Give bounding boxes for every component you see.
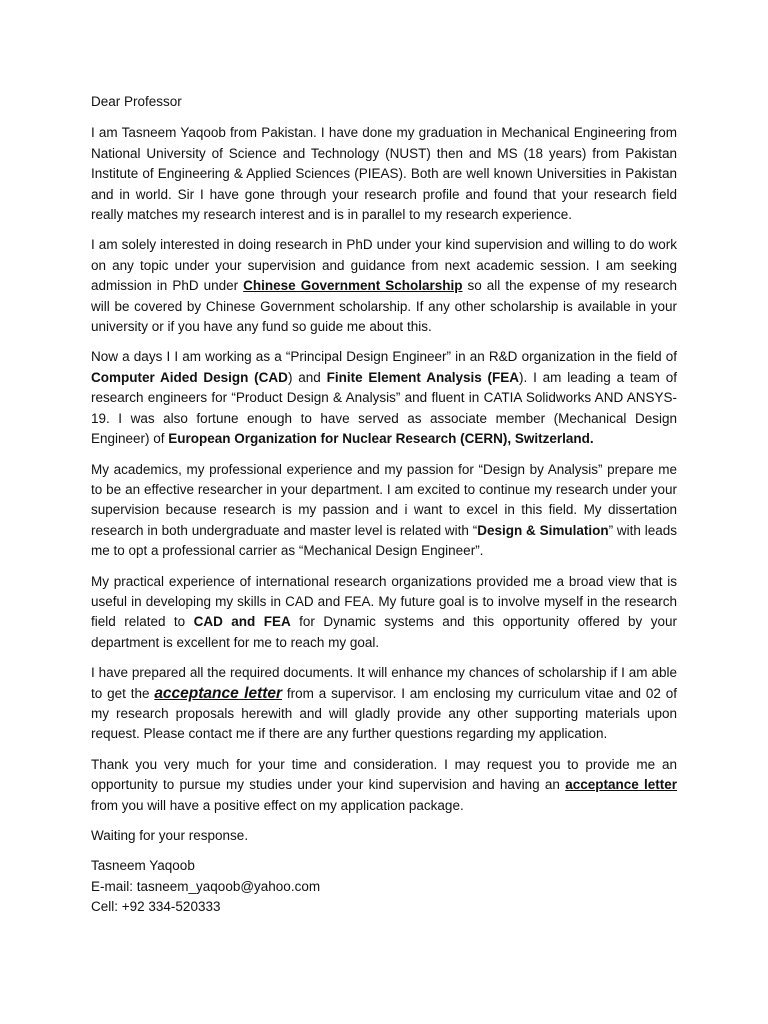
fea-term: Finite Element Analysis (FEA (326, 369, 520, 385)
paragraph-documents (91, 663, 677, 745)
p2-text-2: so all the expense of my research will be covered by Chinese Government scholarship. If any other scholarship is available in your university or if you have any fund so guide me about this. (91, 278, 677, 335)
paragraph-academics (91, 460, 677, 562)
paragraph-introduction: I am Tasneem Yaqoob from Pakistan. I have done my graduation in Mechanical Engineering from National University of Science and Technology (NUST) then and MS (18 years) from Pakistan Institute of Engineering & Applied Sciences (PIEAS). Both are well known Universities in Pakistan and in world. Sir I have gone through your research profile and found that your research field really matches my research interest and is in parallel to my research experience. (91, 125, 677, 223)
signature-email: E-mail: tasneem_yaqoob@yahoo.com (91, 878, 321, 894)
acceptance-letter-emphasis: acceptance letter (154, 684, 283, 702)
cad-fea-term: CAD and FEA (193, 614, 291, 630)
p2-text-1: I am solely interested in doing research in PhD under your kind supervision and willing to do work on any topic under your supervision and guidance from next academic session. I am seeking admission in PhD under (91, 237, 677, 294)
p3-text-1: Now a days I I am working as a “Principal Design Engineer” in an R&D organization in the field of (91, 349, 677, 365)
p4-text-2: ” with leads me to opt a professional carrier as “Mechanical Design Engineer”. (91, 522, 678, 559)
salutation: Dear Professor (91, 94, 182, 109)
signature-block (91, 856, 677, 917)
p3-text-2: ) and (287, 369, 327, 385)
scholarship-name: Chinese Government Scholarship (243, 278, 463, 294)
p4-text-1: My academics, my professional experience and my passion for “Design by Analysis” prepare me to be an effective researcher in your department. I am excited to continue my research under your supervision because research is my passion and i want to excel in this field. My dissertation research in both undergraduate and master level is related with “ (91, 461, 677, 538)
paragraph-thanks (91, 755, 677, 816)
paragraph-practical-experience (91, 572, 677, 654)
p6-text-2: from a supervisor. I am enclosing my curriculum vitae and 02 of my research proposals herewith and will gladly provide any other supporting materials upon request. Please contact me if there are any further questions regarding my application. (91, 685, 678, 742)
p5-text-1: My practical experience of international research organizations provided me a broad view that is useful in developing my skills in CAD and FEA. My future goal is to involve myself in the research field related to (91, 573, 677, 630)
letter-body (91, 92, 677, 918)
p3-text-3: ). I am leading a team of research engineers for “Product Design & Analysis” and fluent in CATIA Solidworks AND ANSYS-19. I was also fortune enough to have served as associate member (Mechanical Design Engineer) of (91, 369, 677, 447)
p7-text-1: Thank you very much for your time and consideration. I may request you to provide me an opportunity to pursue my studies under your kind supervision and having an (91, 756, 677, 793)
acceptance-letter-underlined: acceptance letter (565, 777, 677, 793)
paragraph-current-work (91, 347, 677, 449)
closing-line: Waiting for your response. (91, 828, 249, 843)
design-simulation-term: Design & Simulation (477, 522, 609, 538)
signature-name: Tasneem Yaqoob (91, 858, 195, 874)
p7-text-2: from you will have a positive effect on my application package. (91, 797, 464, 813)
cern-name: European Organization for Nuclear Research (CERN), Switzerland. (168, 431, 594, 447)
signature-cell: Cell: +92 334-520333 (91, 899, 221, 915)
cad-term: Computer Aided Design (CAD (91, 369, 288, 385)
p5-text-2: for Dynamic systems and this opportunity offered by your department is excellent for me to reach my goal. (91, 614, 677, 650)
paragraph-research-interest (91, 235, 677, 337)
p6-text-1: I have prepared all the required documents. It will enhance my chances of scholarship if I am able to get the (91, 665, 677, 701)
